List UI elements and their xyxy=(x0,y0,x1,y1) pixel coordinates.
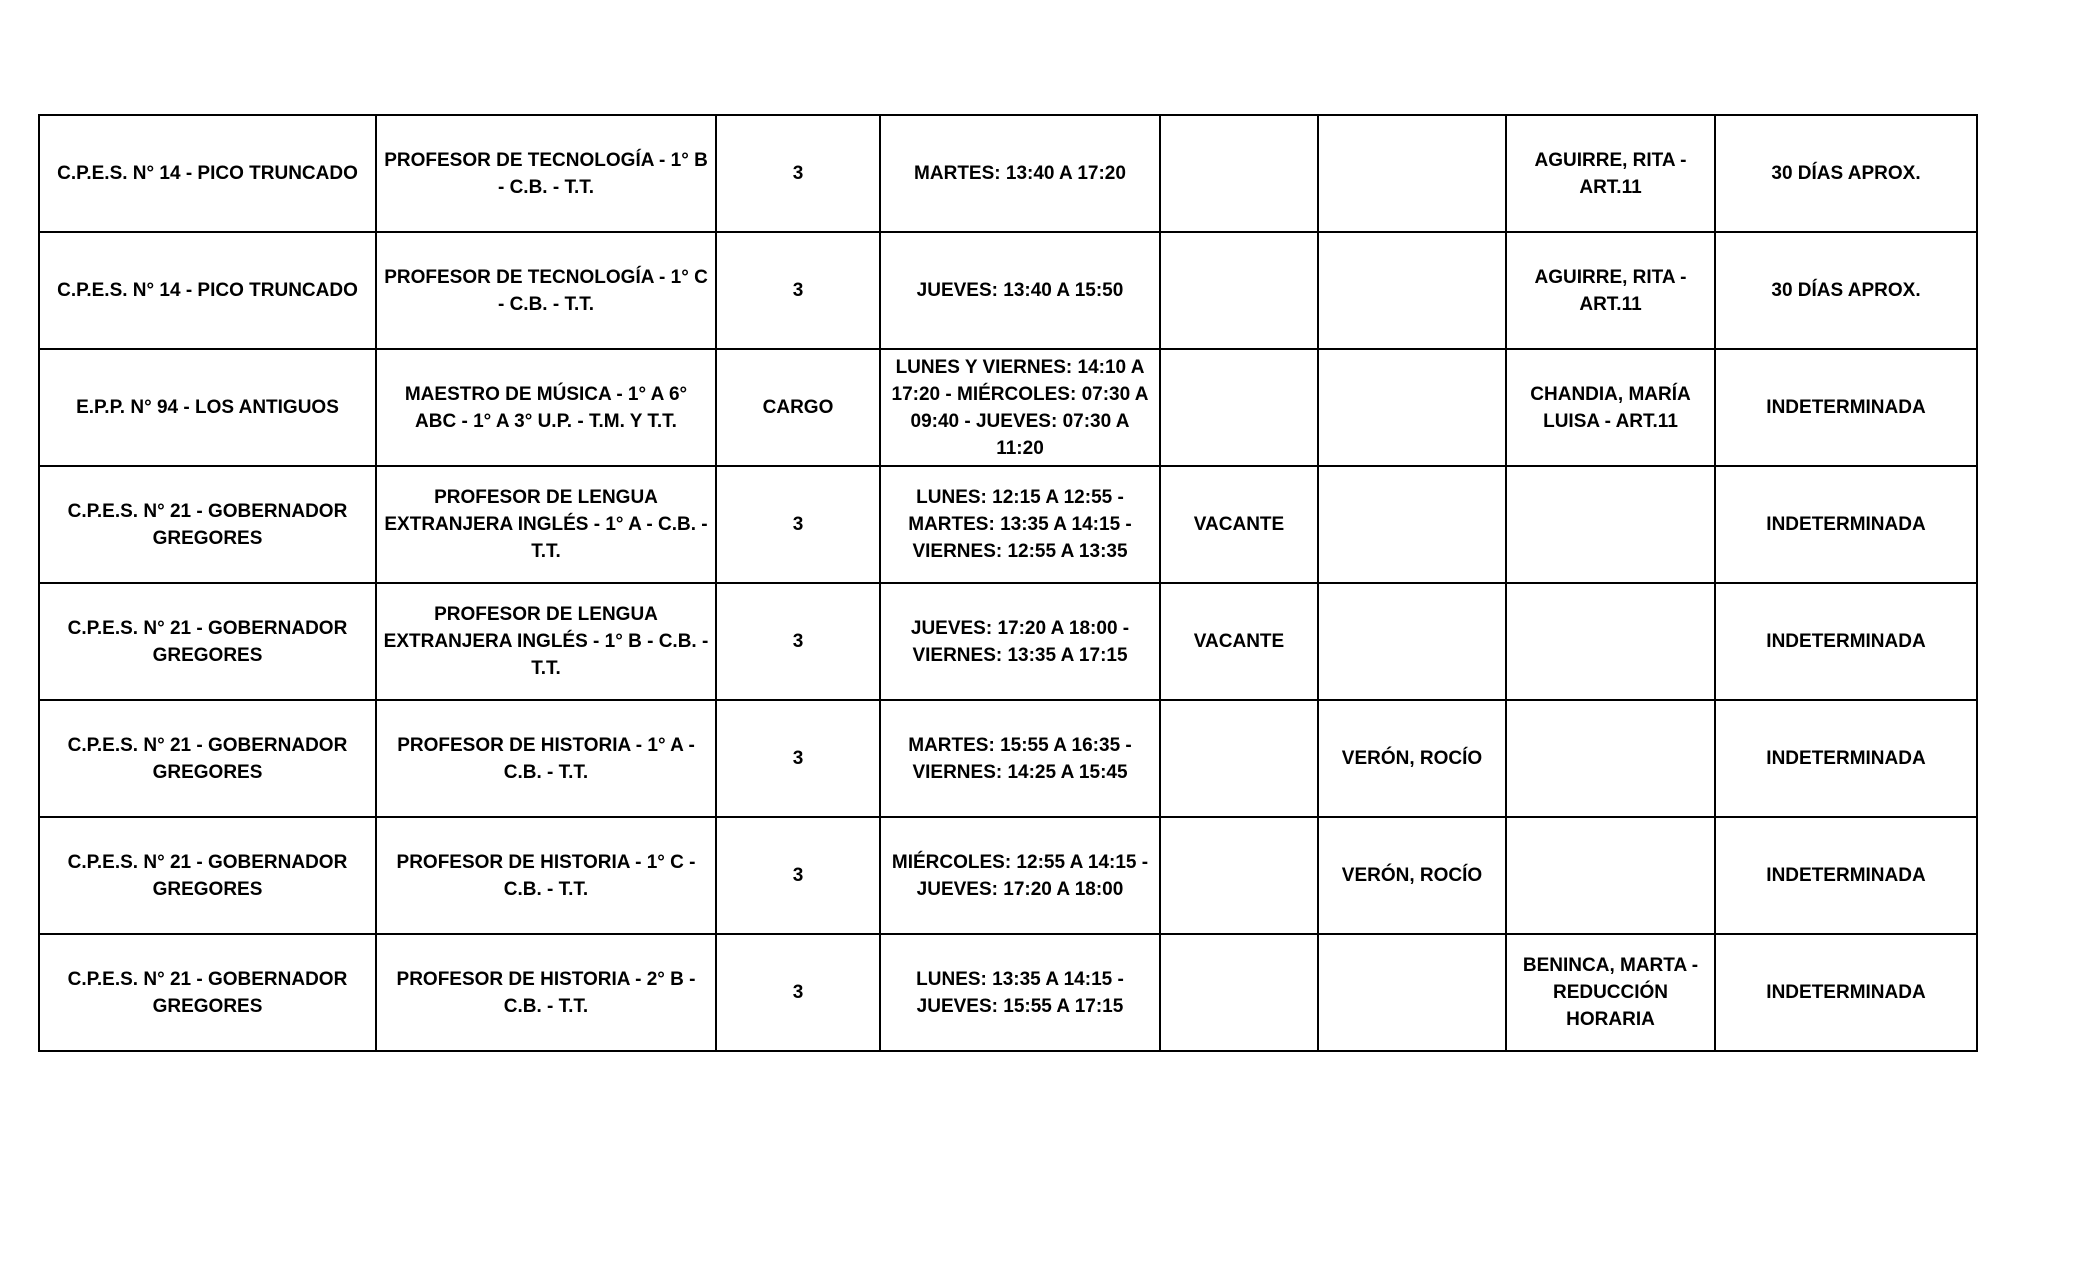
cell-horario: MARTES: 13:40 A 17:20 xyxy=(880,115,1160,232)
cell-titular xyxy=(1318,232,1506,349)
vacancy-table xyxy=(38,114,1978,1052)
cell-titular xyxy=(1318,349,1506,466)
cell-titular xyxy=(1318,466,1506,583)
cell-reemplaza xyxy=(1506,817,1715,934)
cell-duracion: INDETERMINADA xyxy=(1715,934,1977,1051)
table-row xyxy=(39,115,1977,232)
cell-cargo: PROFESOR DE LENGUA EXTRANJERA INGLÉS - 1° A - C.B. - T.T. xyxy=(376,466,716,583)
cell-duracion: 30 DÍAS APROX. xyxy=(1715,232,1977,349)
cell-establecimiento: C.P.E.S. N° 21 - GOBERNADOR GREGORES xyxy=(39,583,376,700)
cell-duracion: INDETERMINADA xyxy=(1715,583,1977,700)
cell-titular: VERÓN, ROCÍO xyxy=(1318,817,1506,934)
cell-horas: 3 xyxy=(716,466,880,583)
cell-cargo: PROFESOR DE TECNOLOGÍA - 1° C - C.B. - T.T. xyxy=(376,232,716,349)
cell-establecimiento: C.P.E.S. N° 14 - PICO TRUNCADO xyxy=(39,115,376,232)
cell-duracion: 30 DÍAS APROX. xyxy=(1715,115,1977,232)
table-row xyxy=(39,466,1977,583)
cell-duracion: INDETERMINADA xyxy=(1715,817,1977,934)
table-row xyxy=(39,934,1977,1051)
table-row xyxy=(39,583,1977,700)
cell-horario: LUNES: 13:35 A 14:15 - JUEVES: 15:55 A 17:15 xyxy=(880,934,1160,1051)
cell-reemplaza xyxy=(1506,700,1715,817)
cell-horario: MARTES: 15:55 A 16:35 - VIERNES: 14:25 A 15:45 xyxy=(880,700,1160,817)
cell-reemplaza: AGUIRRE, RITA - ART.11 xyxy=(1506,232,1715,349)
cell-situacion: VACANTE xyxy=(1160,466,1318,583)
cell-horas: 3 xyxy=(716,934,880,1051)
cell-reemplaza xyxy=(1506,466,1715,583)
cell-horario: LUNES Y VIERNES: 14:10 A 17:20 - MIÉRCOLES: 07:30 A 09:40 - JUEVES: 07:30 A 11:20 xyxy=(880,349,1160,466)
cell-horas: 3 xyxy=(716,700,880,817)
cell-cargo: PROFESOR DE HISTORIA - 1° C - C.B. - T.T. xyxy=(376,817,716,934)
cell-horas: 3 xyxy=(716,232,880,349)
cell-horario: JUEVES: 17:20 A 18:00 - VIERNES: 13:35 A 17:15 xyxy=(880,583,1160,700)
cell-titular xyxy=(1318,583,1506,700)
cell-situacion xyxy=(1160,232,1318,349)
cell-cargo: PROFESOR DE TECNOLOGÍA - 1° B - C.B. - T.T. xyxy=(376,115,716,232)
cell-horas: 3 xyxy=(716,583,880,700)
cell-situacion: VACANTE xyxy=(1160,583,1318,700)
cell-cargo: MAESTRO DE MÚSICA - 1° A 6° ABC - 1° A 3° U.P. - T.M. Y T.T. xyxy=(376,349,716,466)
cell-horas: 3 xyxy=(716,817,880,934)
cell-establecimiento: C.P.E.S. N° 14 - PICO TRUNCADO xyxy=(39,232,376,349)
cell-establecimiento: C.P.E.S. N° 21 - GOBERNADOR GREGORES xyxy=(39,817,376,934)
cell-duracion: INDETERMINADA xyxy=(1715,349,1977,466)
cell-reemplaza: AGUIRRE, RITA - ART.11 xyxy=(1506,115,1715,232)
cell-cargo: PROFESOR DE HISTORIA - 1° A - C.B. - T.T. xyxy=(376,700,716,817)
cell-titular xyxy=(1318,934,1506,1051)
cell-situacion xyxy=(1160,115,1318,232)
cell-establecimiento: C.P.E.S. N° 21 - GOBERNADOR GREGORES xyxy=(39,700,376,817)
cell-horario: JUEVES: 13:40 A 15:50 xyxy=(880,232,1160,349)
table-row xyxy=(39,349,1977,466)
cell-titular xyxy=(1318,115,1506,232)
cell-situacion xyxy=(1160,349,1318,466)
cell-situacion xyxy=(1160,934,1318,1051)
cell-cargo: PROFESOR DE LENGUA EXTRANJERA INGLÉS - 1° B - C.B. - T.T. xyxy=(376,583,716,700)
cell-reemplaza: BENINCA, MARTA - REDUCCIÓN HORARIA xyxy=(1506,934,1715,1051)
cell-titular: VERÓN, ROCÍO xyxy=(1318,700,1506,817)
cell-establecimiento: E.P.P. N° 94 - LOS ANTIGUOS xyxy=(39,349,376,466)
cell-cargo: PROFESOR DE HISTORIA - 2° B - C.B. - T.T. xyxy=(376,934,716,1051)
table-row xyxy=(39,232,1977,349)
cell-horario: MIÉRCOLES: 12:55 A 14:15 - JUEVES: 17:20 A 18:00 xyxy=(880,817,1160,934)
cell-horas: CARGO xyxy=(716,349,880,466)
cell-duracion: INDETERMINADA xyxy=(1715,700,1977,817)
cell-reemplaza: CHANDIA, MARÍA LUISA - ART.11 xyxy=(1506,349,1715,466)
table-row xyxy=(39,817,1977,934)
cell-situacion xyxy=(1160,817,1318,934)
cell-horas: 3 xyxy=(716,115,880,232)
cell-horario: LUNES: 12:15 A 12:55 - MARTES: 13:35 A 14:15 - VIERNES: 12:55 A 13:35 xyxy=(880,466,1160,583)
cell-establecimiento: C.P.E.S. N° 21 - GOBERNADOR GREGORES xyxy=(39,934,376,1051)
cell-duracion: INDETERMINADA xyxy=(1715,466,1977,583)
cell-establecimiento: C.P.E.S. N° 21 - GOBERNADOR GREGORES xyxy=(39,466,376,583)
cell-situacion xyxy=(1160,700,1318,817)
table-row xyxy=(39,700,1977,817)
cell-reemplaza xyxy=(1506,583,1715,700)
